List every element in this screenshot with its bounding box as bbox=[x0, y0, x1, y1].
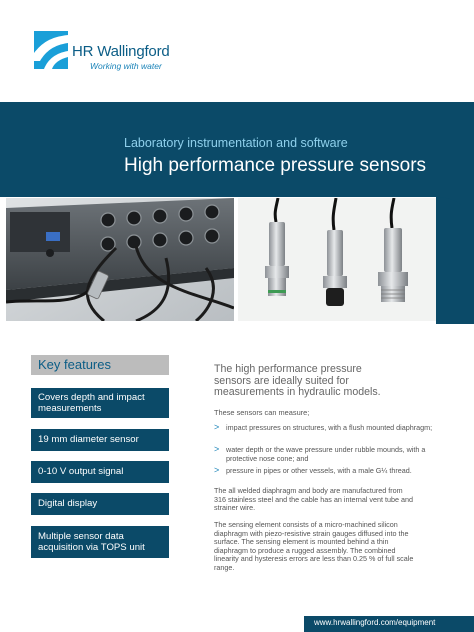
footer-bar bbox=[304, 616, 474, 632]
feature-item bbox=[31, 493, 169, 515]
body-paragraph: The sensing element consists of a micro-machined silicon diaphragm with piezo-resistive strain gauges diffused into the surface. The sensing element is mounted behind a thin diaphragm to produce a rugged assembly. The combined linearity and hysteresis errors are less than 0.25 % of full scale range. bbox=[214, 520, 414, 572]
company-logo bbox=[34, 31, 174, 71]
corner-curve-decoration bbox=[436, 197, 474, 324]
bullet-arrow-icon: > bbox=[214, 422, 220, 432]
pressure-sensor-icon bbox=[265, 198, 289, 296]
logo-name: HR Wallingford bbox=[72, 43, 170, 60]
bullet-arrow-icon: > bbox=[214, 465, 220, 475]
body-paragraph: The all welded diaphragm and body are manufactured from 316 stainless steel and the cable has an internal vent tube and strainer wire. bbox=[214, 486, 413, 513]
key-features-header bbox=[31, 355, 169, 375]
lead-sentence: These sensors can measure; bbox=[214, 408, 310, 417]
feature-text: Multiple sensor data acquisition via TOPS unit bbox=[38, 531, 145, 553]
feature-item bbox=[31, 526, 169, 558]
logo-wave-icon bbox=[34, 31, 68, 69]
feature-item bbox=[31, 388, 169, 418]
pressure-sensor-icon bbox=[378, 198, 408, 302]
bullet-item: impact pressures on structures, with a flush mounted diaphragm; bbox=[226, 423, 433, 432]
page-title: High performance pressure sensors bbox=[124, 155, 427, 176]
page-subtitle: Laboratory instrumentation and software bbox=[124, 136, 348, 150]
instrument-panel-icon bbox=[6, 198, 234, 321]
logo-tagline: Working with water bbox=[90, 61, 162, 71]
title-banner bbox=[0, 102, 474, 197]
bullet-item: pressure in pipes or other vessels, with a male G¼ thread. bbox=[226, 466, 412, 475]
feature-item bbox=[31, 429, 169, 451]
instrument-photo bbox=[6, 198, 234, 321]
bullet-item: water depth or the wave pressure under rubble mounds, with a protective nose cone; and bbox=[226, 445, 426, 463]
key-features-title: Key features bbox=[38, 357, 111, 372]
feature-text: 0-10 V output signal bbox=[38, 466, 124, 477]
feature-text: Digital display bbox=[38, 498, 98, 509]
sensors-photo bbox=[238, 198, 436, 321]
pressure-sensor-icon bbox=[323, 198, 347, 306]
feature-item bbox=[31, 461, 169, 483]
feature-text: Covers depth and impact measurements bbox=[38, 392, 145, 414]
intro-paragraph: The high performance pressure sensors are ideally suited for measurements in hydraulic models. bbox=[214, 363, 381, 398]
bullet-arrow-icon: > bbox=[214, 444, 220, 454]
feature-text: 19 mm diameter sensor bbox=[38, 434, 139, 445]
footer-url-link[interactable]: www.hrwallingford.com/equipment bbox=[314, 618, 436, 627]
